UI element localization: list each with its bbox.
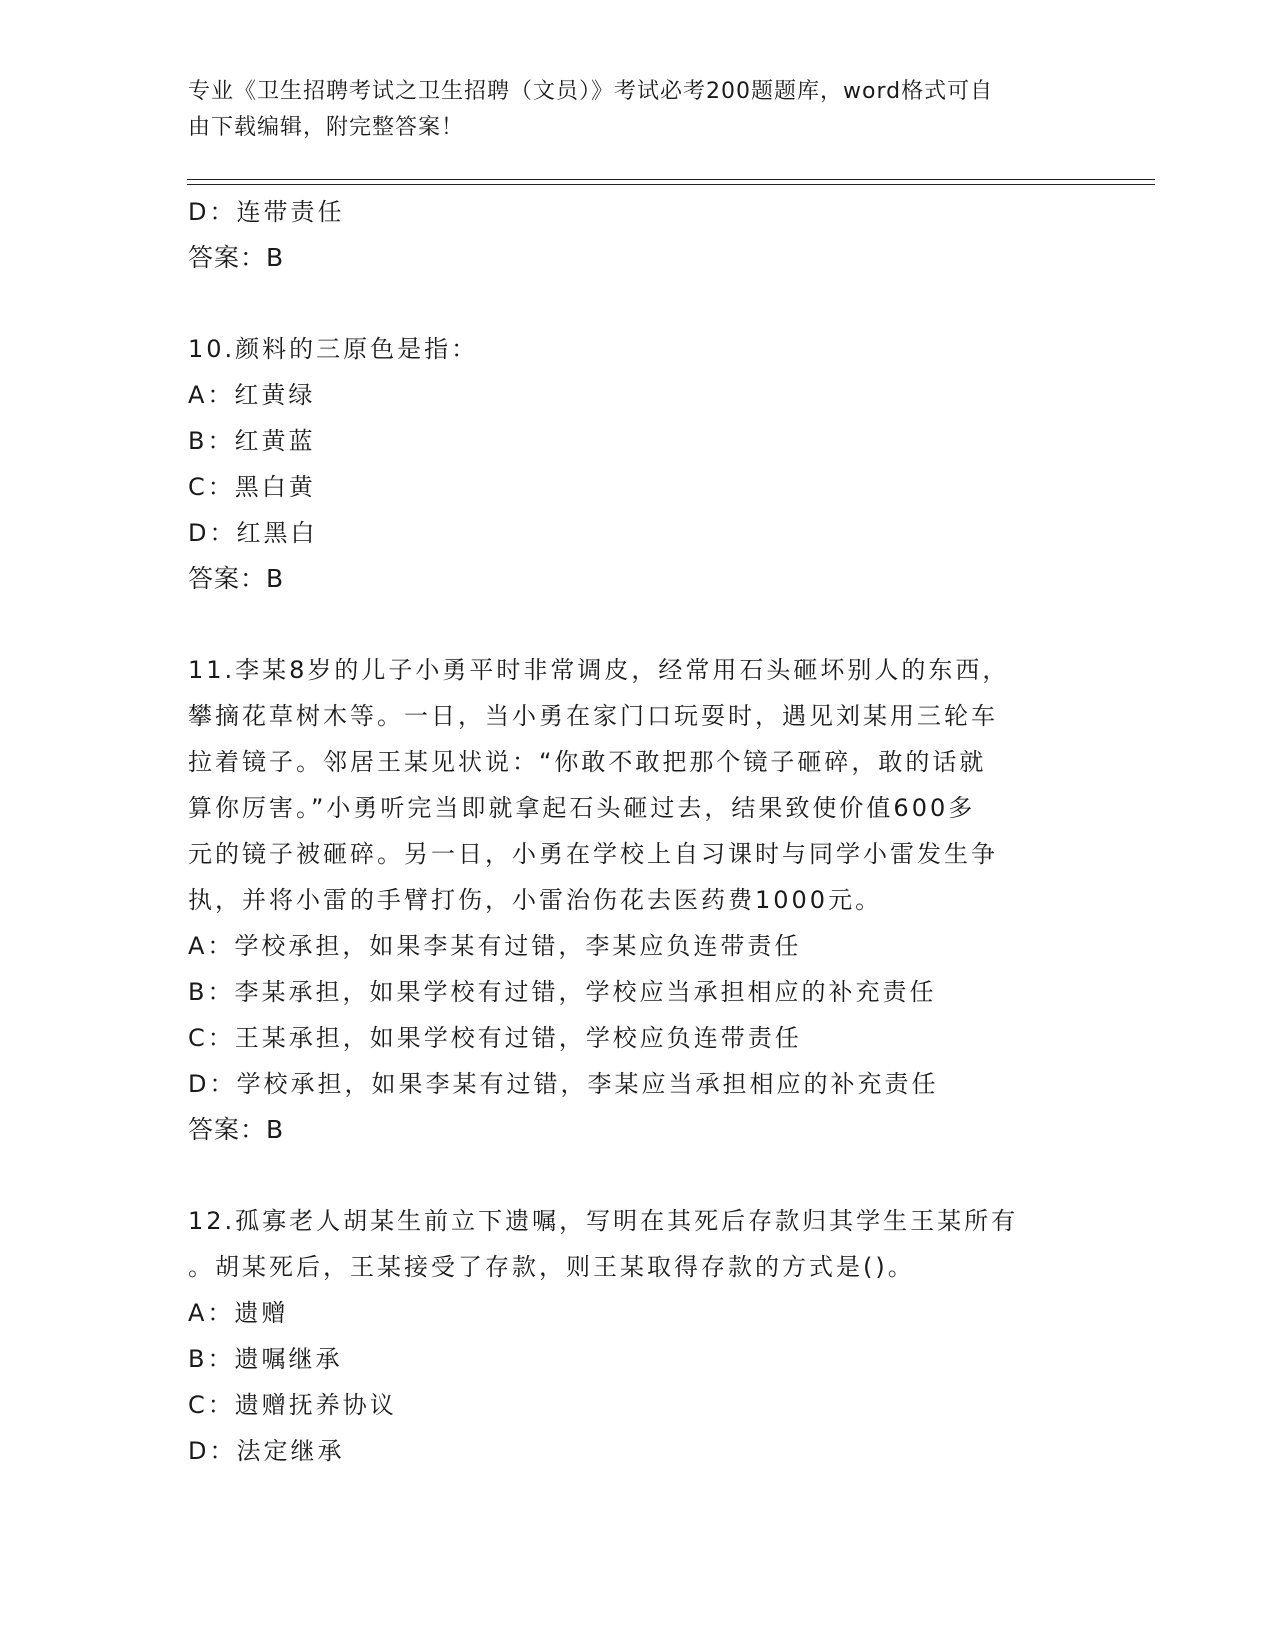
q11-stem-line-1: 11.李某8岁的儿子小勇平时非常调皮，经常用石头砸坏别人的东西， xyxy=(188,656,1010,684)
prev-answer: 答案：B xyxy=(188,243,285,272)
q11-option-b: B：李某承担，如果学校有过错，学校应当承担相应的补充责任 xyxy=(188,978,937,1006)
spacer xyxy=(188,602,1088,647)
header-line-2: 由下载编辑，附完整答案！ xyxy=(188,115,465,140)
q10-option-d: D：红黑白 xyxy=(188,519,318,547)
q11-option-a: A：学校承担，如果李某有过错，李某应负连带责任 xyxy=(188,932,802,960)
prev-option-d: D：连带责任 xyxy=(188,198,345,226)
q11-stem-line-6: 执，并将小雷的手臂打伤，小雷治伤花去医药费1000元。 xyxy=(188,886,883,914)
header-divider-top xyxy=(187,179,1155,180)
q12-stem-line-2: 。胡某死后，王某接受了存款，则王某取得存款的方式是()。 xyxy=(188,1253,915,1281)
q11-stem-line-3: 拉着镜子。邻居王某见状说：“你敢不敢把那个镜子砸碎，敢的话就 xyxy=(188,748,987,776)
q10-option-c: C：黑白黄 xyxy=(188,473,316,501)
q12-option-b: B：遗嘱继承 xyxy=(188,1345,343,1373)
q12-option-a: A：遗赠 xyxy=(188,1299,289,1327)
q10-answer: 答案：B xyxy=(188,564,285,593)
q11-option-d: D：学校承担，如果李某有过错，李某应当承担相应的补充责任 xyxy=(188,1070,939,1098)
header-divider-bottom xyxy=(187,184,1155,185)
q10-option-a: A：红黄绿 xyxy=(188,381,316,409)
spacer xyxy=(188,1153,1088,1198)
q10-stem: 10.颜料的三原色是指： xyxy=(188,335,479,363)
q11-option-c: C：王某承担，如果学校有过错，学校应负连带责任 xyxy=(188,1024,802,1052)
q12-option-c: C：遗赠抚养协议 xyxy=(188,1391,397,1419)
q12-option-d: D：法定继承 xyxy=(188,1437,345,1465)
spacer xyxy=(188,281,1088,326)
header-line-1: 专业《卫生招聘考试之卫生招聘（文员）》考试必考200题题库，word格式可自 xyxy=(188,79,994,104)
q11-stem-line-2: 攀摘花草树木等。一日，当小勇在家门口玩耍时，遇见刘某用三轮车 xyxy=(188,702,998,730)
q12-stem-line-1: 12.孤寡老人胡某生前立下遗嘱，写明在其死后存款归其学生王某所有 xyxy=(188,1207,1019,1235)
q11-stem-line-4: 算你厉害。”小勇听完当即就拿起石头砸过去，结果致使价值600多 xyxy=(188,794,976,822)
q11-answer: 答案：B xyxy=(188,1115,285,1144)
question-content xyxy=(188,189,1088,1474)
q11-stem-line-5: 元的镜子被砸碎。另一日，小勇在学校上自习课时与同学小雷发生争 xyxy=(188,840,998,868)
page-header xyxy=(188,74,1068,146)
q10-option-b: B：红黄蓝 xyxy=(188,427,316,455)
